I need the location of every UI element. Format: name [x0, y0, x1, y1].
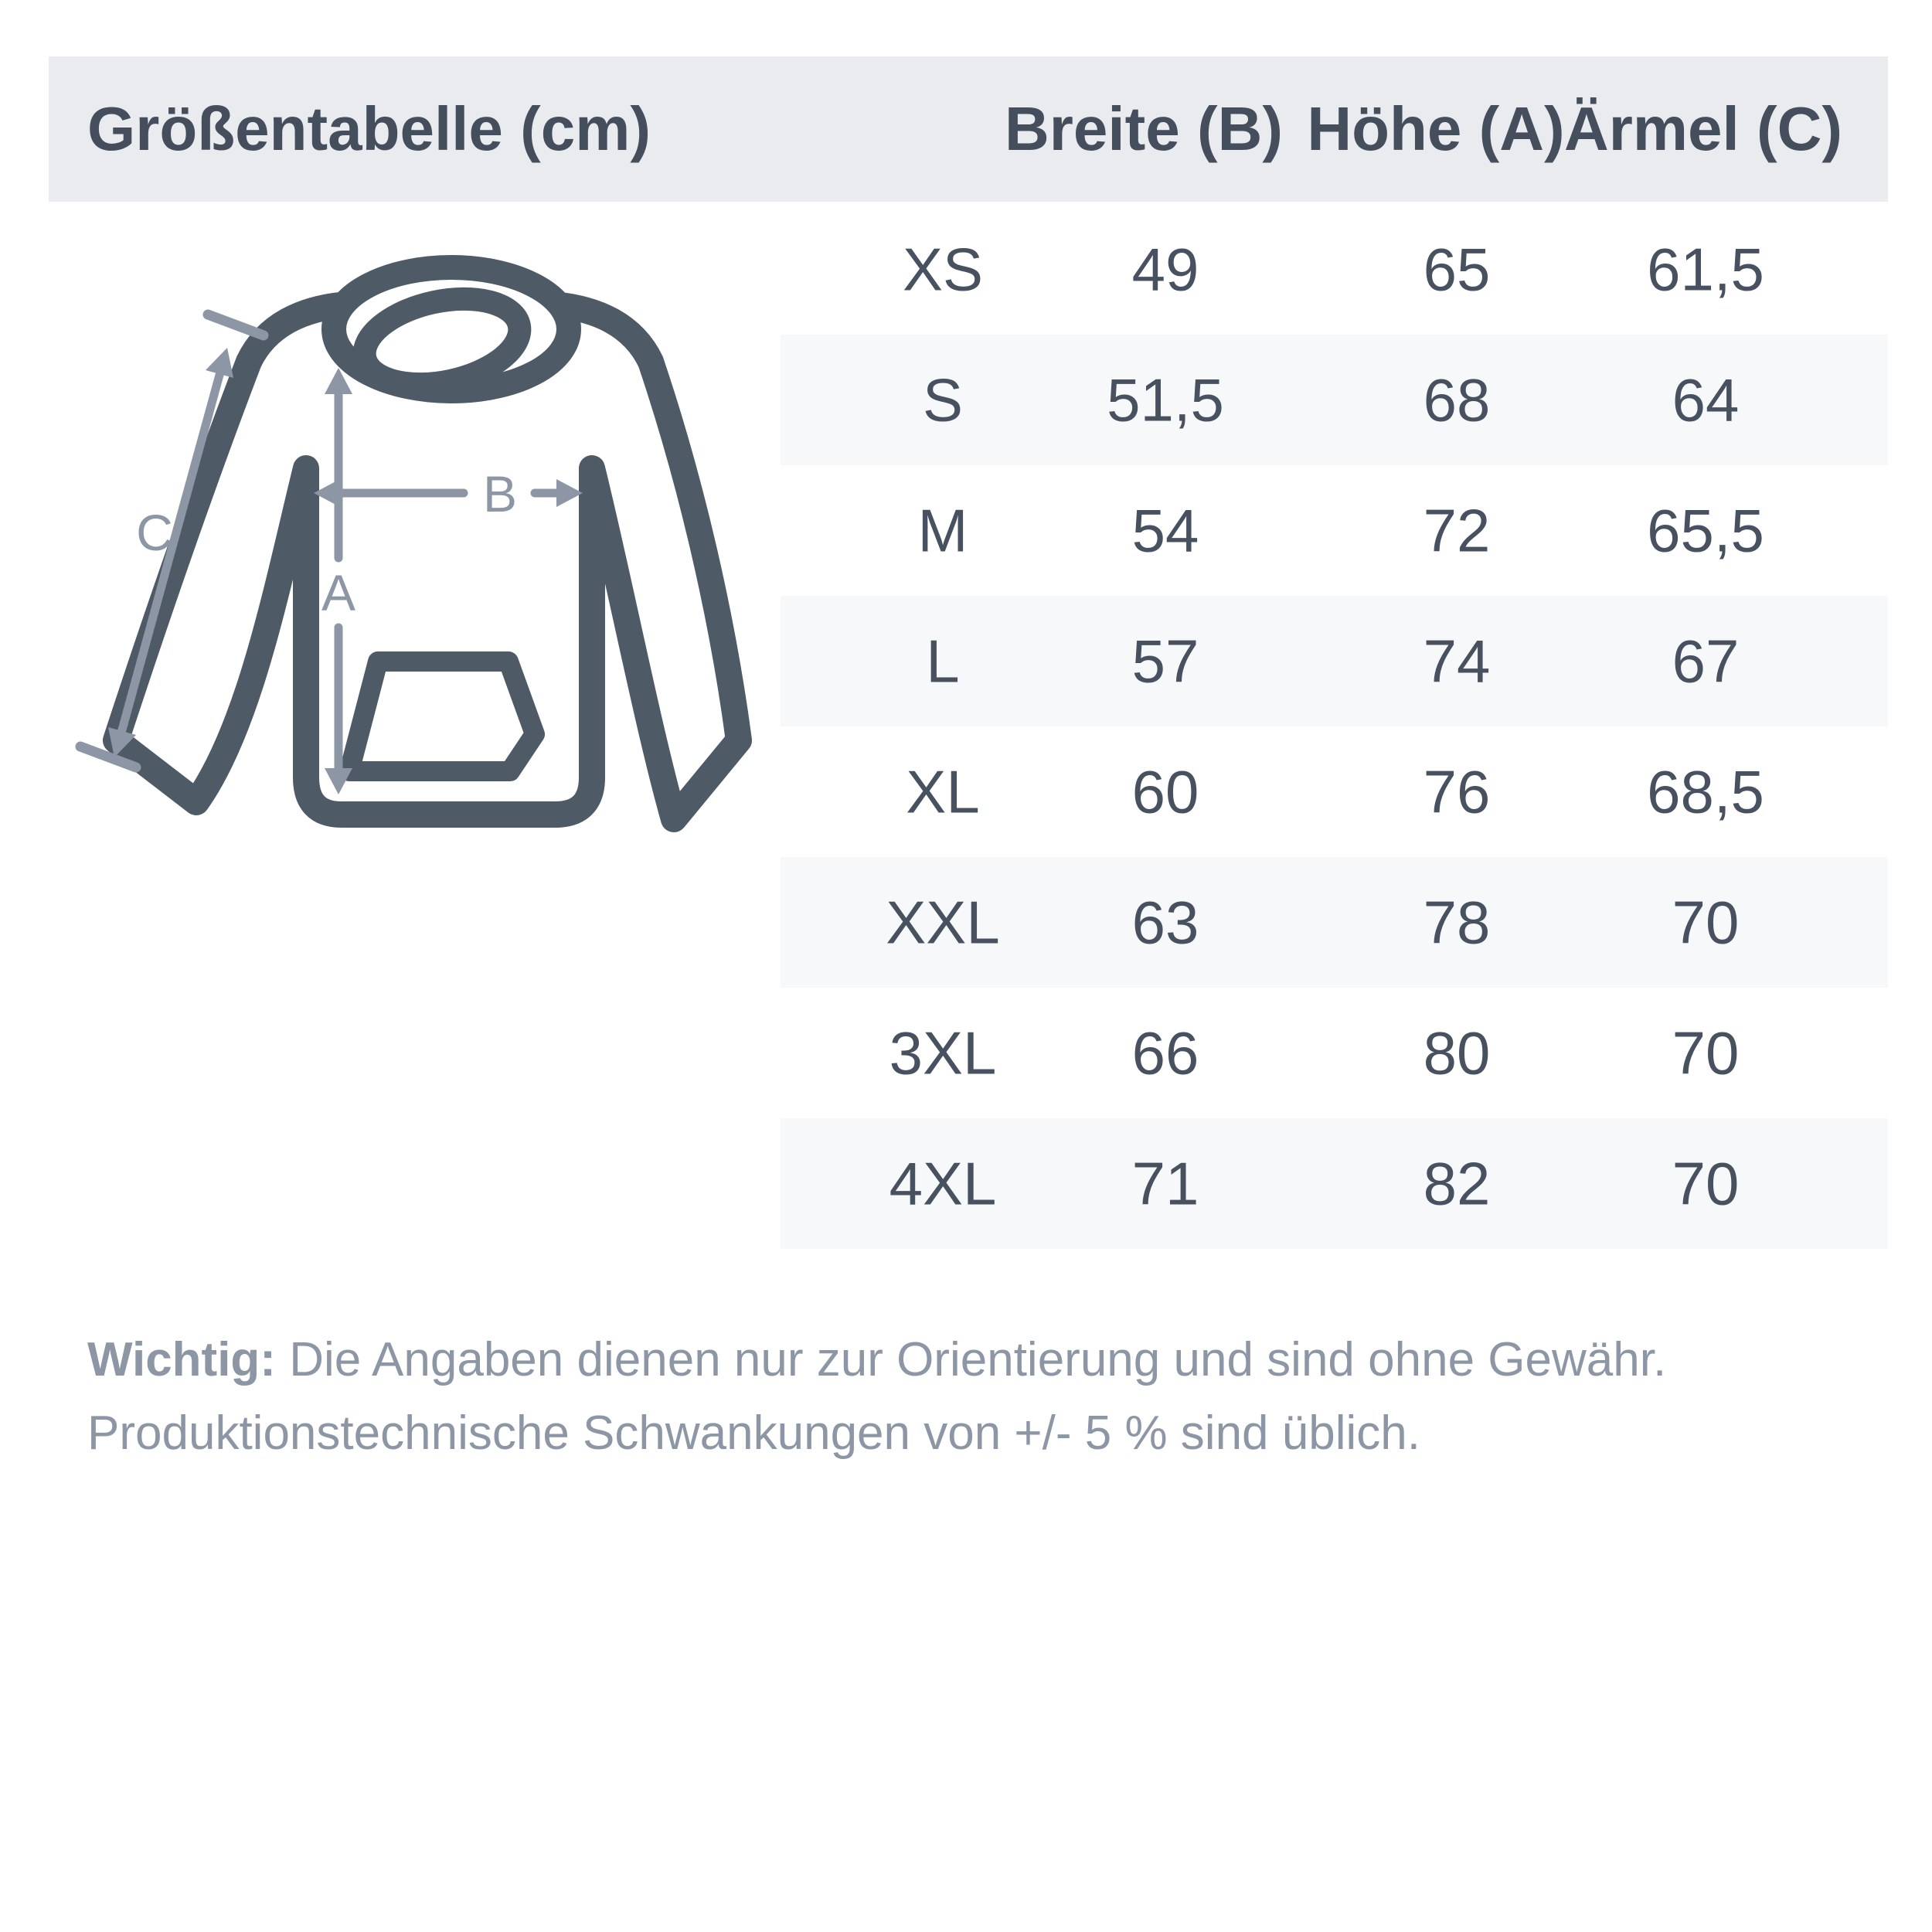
aermel-value: 64 — [1672, 366, 1740, 434]
hoehe-value: 65 — [1423, 235, 1491, 303]
breite-value: 71 — [1131, 1149, 1199, 1217]
arrow-c-cap-top — [208, 315, 264, 335]
disclaimer-label: Wichtig: — [87, 1333, 276, 1386]
size-label: M — [917, 496, 968, 564]
breite-value: 49 — [1131, 235, 1199, 303]
column-header-aermel: Ärmel (C) — [1563, 94, 1843, 163]
table-row — [781, 1118, 1888, 1249]
table-row — [781, 596, 1888, 726]
table-row — [781, 988, 1888, 1118]
size-label: L — [926, 627, 960, 695]
label-b: B — [482, 465, 518, 522]
table-row — [781, 465, 1888, 596]
size-label: XL — [906, 757, 980, 825]
table-row — [781, 857, 1888, 988]
hoodie-outline-icon — [116, 267, 739, 819]
aermel-value: 70 — [1672, 1019, 1740, 1087]
aermel-value: 70 — [1672, 888, 1740, 956]
size-label: 3XL — [889, 1019, 997, 1087]
breite-value: 66 — [1131, 1019, 1199, 1087]
breite-value: 63 — [1131, 888, 1199, 956]
size-label: 4XL — [889, 1149, 997, 1217]
kangaroo-pocket — [349, 662, 535, 771]
table-row — [781, 726, 1888, 857]
aermel-value: 67 — [1672, 627, 1740, 695]
size-label: XS — [902, 235, 984, 303]
table-row — [781, 335, 1888, 465]
table-header-band — [49, 56, 1888, 202]
arrow-c-head-top — [206, 348, 233, 378]
size-table — [781, 204, 1888, 1249]
label-a: A — [321, 564, 356, 621]
aermel-value: 61,5 — [1647, 235, 1764, 303]
disclaimer-line1: Die Angaben dienen nur zur Orientierung und sind ohne Gewähr. — [289, 1333, 1667, 1386]
size-label: XXL — [886, 888, 1000, 956]
disclaimer-text — [87, 1323, 1896, 1470]
aermel-value: 68,5 — [1647, 757, 1764, 825]
column-header-breite: Breite (B) — [1004, 94, 1284, 163]
breite-value: 60 — [1131, 757, 1199, 825]
hoehe-value: 78 — [1423, 888, 1491, 956]
hoehe-value: 82 — [1423, 1149, 1491, 1217]
hoehe-value: 80 — [1423, 1019, 1491, 1087]
hoehe-value: 72 — [1423, 496, 1491, 564]
hoehe-value: 76 — [1423, 757, 1491, 825]
table-row — [781, 204, 1888, 335]
hoehe-value: 74 — [1423, 627, 1491, 695]
aermel-value: 70 — [1672, 1149, 1740, 1217]
breite-value: 57 — [1131, 627, 1199, 695]
hoehe-value: 68 — [1423, 366, 1491, 434]
label-c: C — [136, 504, 173, 561]
hoodie-measurement-diagram — [66, 224, 777, 858]
disclaimer-line2: Produktionstechnische Schwankungen von +/- 5 % sind üblich. — [87, 1406, 1420, 1460]
aermel-value: 65,5 — [1647, 496, 1764, 564]
column-header-hoehe: Höhe (A) — [1307, 94, 1565, 163]
size-label: S — [922, 366, 964, 434]
breite-value: 54 — [1131, 496, 1199, 564]
page-title: Größentabelle (cm) — [87, 94, 651, 163]
breite-value: 51,5 — [1107, 366, 1224, 434]
